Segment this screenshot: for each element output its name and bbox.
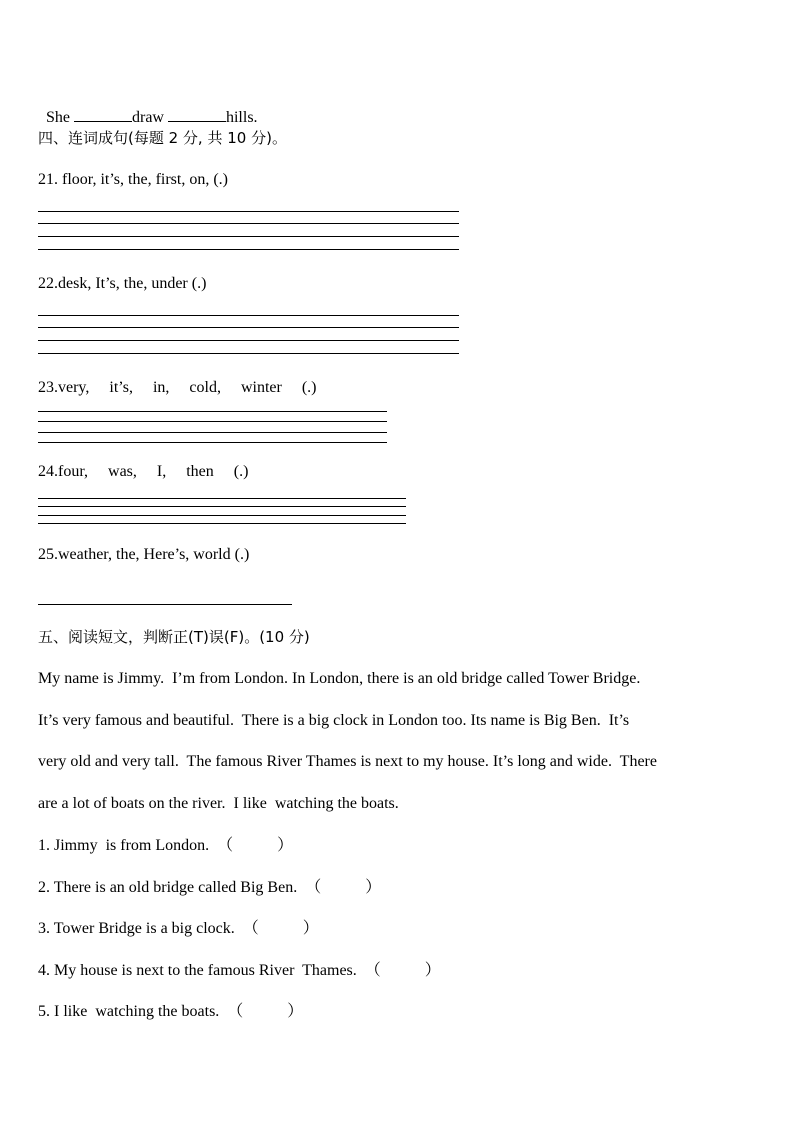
passage-line: My name is Jimmy. I’m from London. In London, there is an old bridge called Tower Bridge.	[38, 670, 641, 687]
intro-text-mid: draw	[132, 109, 168, 126]
tf-question-5: 5. I like watching the boats. （ ）	[38, 1003, 304, 1020]
section5-heading: 五、阅读短文，判断正(T)误(F)。(10 分)	[38, 628, 310, 646]
writing-line[interactable]	[38, 432, 387, 433]
passage-line: are a lot of boats on the river. I like watching the boats.	[38, 794, 399, 812]
writing-line[interactable]	[38, 223, 459, 224]
tf-question-2: 2. There is an old bridge called Big Ben. （ ）	[38, 879, 382, 896]
question-24: 24.four, was, I, then (.)	[38, 463, 249, 480]
intro-text-pre: She	[46, 109, 74, 126]
section4-heading: 四、连词成句(每题 2 分, 共 10 分)。	[38, 129, 287, 147]
passage-line: very old and very tall. The famous River Thames is next to my house. It’s long and wide. There	[38, 753, 657, 770]
writing-line[interactable]	[38, 523, 406, 524]
question-23: 23.very, it’s, in, cold, winter (.)	[38, 379, 317, 396]
writing-line[interactable]	[38, 249, 459, 250]
writing-line[interactable]	[38, 498, 406, 499]
intro-text-post: hills.	[225, 109, 258, 126]
writing-line[interactable]	[38, 353, 459, 354]
tf-question-4: 4. My house is next to the famous River Thames. （ ）	[38, 962, 441, 979]
writing-line[interactable]	[38, 506, 406, 507]
passage-line: It’s very famous and beautiful. There is a big clock in London too. Its name is Big Ben. It’s	[38, 711, 630, 729]
intro-sentence	[38, 87, 258, 128]
writing-line[interactable]	[38, 340, 459, 341]
writing-line[interactable]	[38, 236, 459, 237]
tf-question-1: 1. Jimmy is from London. （ ）	[38, 837, 294, 854]
writing-line[interactable]	[38, 604, 292, 605]
answer-blank-2[interactable]	[168, 107, 226, 122]
tf-question-3: 3. Tower Bridge is a big clock. （ ）	[38, 920, 319, 937]
writing-line[interactable]	[38, 327, 459, 328]
writing-line[interactable]	[38, 211, 459, 212]
writing-line[interactable]	[38, 442, 387, 443]
question-21: 21. floor, it’s, the, first, on, (.)	[38, 171, 228, 188]
writing-line[interactable]	[38, 421, 387, 422]
writing-line[interactable]	[38, 411, 387, 412]
writing-line[interactable]	[38, 515, 406, 516]
answer-blank-1[interactable]	[74, 107, 132, 122]
question-22: 22.desk, It’s, the, under (.)	[38, 275, 207, 292]
reading-passage	[38, 658, 758, 824]
question-25: 25.weather, the, Here’s, world (.)	[38, 546, 250, 563]
writing-line[interactable]	[38, 315, 459, 316]
